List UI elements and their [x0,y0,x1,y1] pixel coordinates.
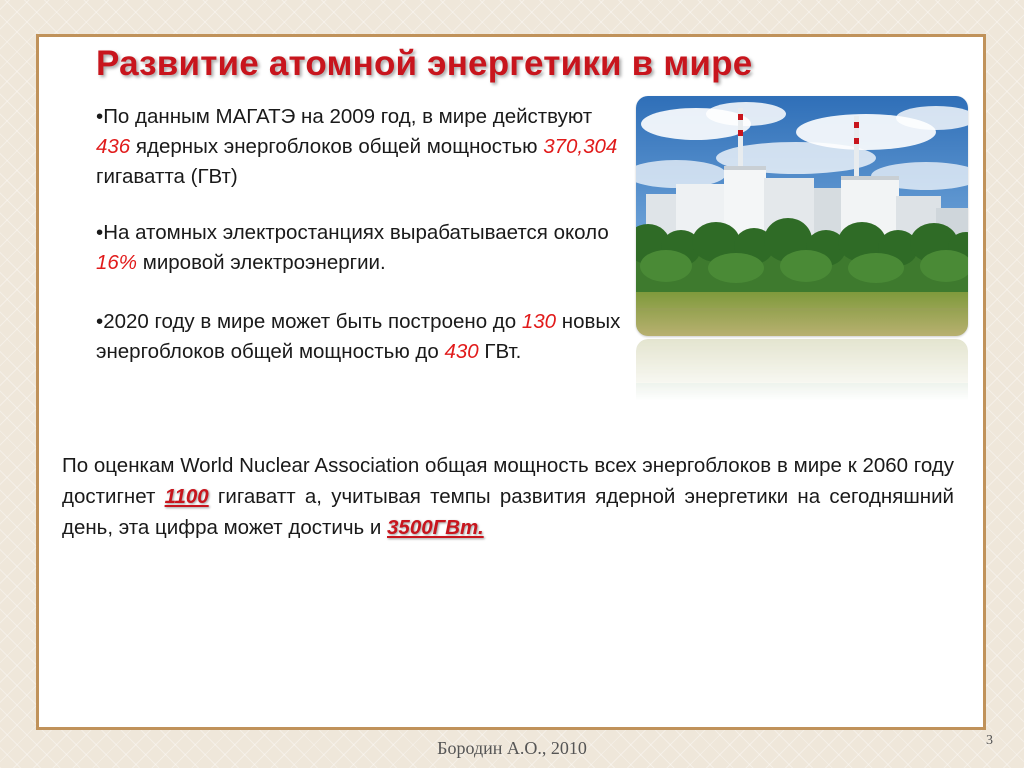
max-capacity-value: 3500ГВт. [387,516,484,539]
bullet-text: гигаватта (ГВт) [96,165,238,188]
paragraph-text: По оценкам World Nuclear Association общая мощность всех энергоблоков в мире к 2060 году достигнет [62,454,954,508]
wna-forecast-paragraph [62,450,954,543]
bullet-text: ядерных энергоблоков общей мощностью [130,135,544,158]
bullet-text: мировой электроэнергии. [137,251,386,274]
bullet-text: По данным МАГАТЭ на 2009 год, в мире действуют [103,105,593,128]
bullet-text: На атомных электростанциях вырабатывается около [103,221,609,244]
photo-container [636,96,968,401]
bullet-marker: • [96,221,104,244]
total-capacity-value: 370,304 [543,135,618,158]
bullet-text: новых энергоблоков общей мощностью до [96,310,621,363]
bullet-marker: • [96,310,104,333]
footer-author: Бородин А.О., 2010 [437,738,587,758]
share-percent-value: 16% [96,251,138,274]
bullet-electricity-share [96,218,626,278]
reactor-count-value: 436 [96,135,131,158]
bullet-marker: • [96,105,104,128]
new-capacity-value: 430 [444,340,479,363]
capacity-2060-value: 1100 [164,485,209,508]
bullet-text: 2020 году в мире может быть построено до [103,310,522,333]
bullet-text: ГВт. [478,340,522,363]
slide-number: 3 [986,733,993,748]
nuclear-power-plant-photo [636,96,968,336]
photo-reflection [636,339,968,401]
bullet-magate-2009 [96,102,626,192]
paragraph-text: гигаватт а, учитывая темпы развития ядерной энергетики на сегодняшний день, эта цифра может достичь и [62,485,955,539]
bullet-2020-forecast [96,307,626,367]
slide-title: Развитие атомной энергетики в мире [96,44,753,83]
new-units-value: 130 [521,310,557,333]
